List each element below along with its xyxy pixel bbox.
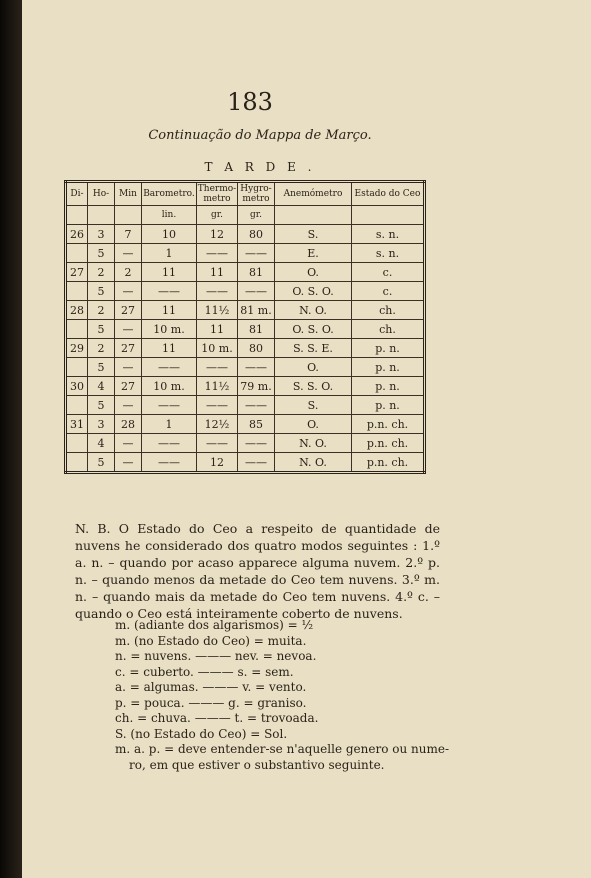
table-cell: — [115, 434, 142, 453]
unit-cell [88, 206, 115, 225]
table-cell: — [115, 396, 142, 415]
table-cell: 31 [66, 415, 88, 434]
table-cell: 2 [88, 339, 115, 358]
unit-cell [115, 206, 142, 225]
table-cell: —— [238, 396, 275, 415]
table-cell: 81 [238, 263, 275, 282]
table-cell: 81 [238, 320, 275, 339]
table-cell: S. [275, 396, 352, 415]
legend-line: m. (adiante dos algarismos) = ½ [115, 618, 314, 632]
legend-line: m. (no Estado do Ceo) = muita. [115, 633, 307, 648]
header-cell: Di- [66, 182, 88, 206]
table-cell: s. n. [352, 225, 425, 244]
table-cell: —— [197, 244, 238, 263]
legend-line: ch. = chuva. ——— t. = trovoada. [115, 711, 319, 725]
unit-cell: gr. [238, 206, 275, 225]
table-cell [66, 282, 88, 301]
table-cell: 1 [142, 244, 197, 263]
table-cell: 3 [88, 415, 115, 434]
table-cell: s. n. [352, 244, 425, 263]
table-cell: 2 [88, 263, 115, 282]
table-cell: O. [275, 263, 352, 282]
table-cell: 28 [66, 301, 88, 320]
table-cell: 26 [66, 225, 88, 244]
table-cell: 85 [238, 415, 275, 434]
table-row [66, 263, 425, 282]
table-cell: 5 [88, 244, 115, 263]
table-cell [66, 396, 88, 415]
header-cell: Hygro-metro [238, 182, 275, 206]
table-cell: 5 [88, 396, 115, 415]
table-cell: p. n. [352, 396, 425, 415]
table-cell: 27 [66, 263, 88, 282]
table-cell: —— [197, 434, 238, 453]
table-row [66, 434, 425, 453]
table-cell: —— [142, 434, 197, 453]
table-cell [66, 434, 88, 453]
table-cell: S. [275, 225, 352, 244]
table-cell: 29 [66, 339, 88, 358]
table-cell: 3 [88, 225, 115, 244]
table-cell: c. [352, 282, 425, 301]
page-number: 183 [227, 88, 273, 116]
table-row [66, 453, 425, 473]
table-cell [66, 244, 88, 263]
legend-line: ro, em que estiver o substantivo seguinte. [129, 757, 385, 772]
table-cell: —— [238, 453, 275, 473]
table-cell: —— [238, 244, 275, 263]
table-cell: p.n. ch. [352, 415, 425, 434]
table-row [66, 339, 425, 358]
unit-cell [66, 206, 88, 225]
table-row [66, 244, 425, 263]
unit-cell [352, 206, 425, 225]
table-cell: 5 [88, 453, 115, 473]
table-cell: N. O. [275, 434, 352, 453]
table-cell: 12½ [197, 415, 238, 434]
table-cell: — [115, 244, 142, 263]
table-cell: 10 m. [197, 339, 238, 358]
table-cell: —— [197, 396, 238, 415]
table-row [66, 415, 425, 434]
table-cell: 5 [88, 320, 115, 339]
table-cell: p. n. [352, 358, 425, 377]
table-cell: —— [142, 396, 197, 415]
table-cell: — [115, 358, 142, 377]
table-body [66, 225, 425, 473]
unit-cell: gr. [197, 206, 238, 225]
nota-bene-paragraph: N. B. O Estado do Ceo a respeito de quantidade de nuvens he considerado dos quatro modos seguintes : 1.º a. n. – quando por acaso apparece alguma nuvem. 2.º p. n. – quando menos da metade do Ceo tem nuvens. 3.º m. n. – quando mais da metade do Ceo tem nuvens. 4.º c. – quando o Ceo está inteiramente coberto de nuvens. [75, 521, 440, 621]
table-cell: —— [238, 282, 275, 301]
header-cell: Thermo-metro [197, 182, 238, 206]
table-cell [66, 320, 88, 339]
table-cell: 2 [115, 263, 142, 282]
table-cell: 12 [197, 225, 238, 244]
table-cell: 27 [115, 339, 142, 358]
weather-table [64, 180, 426, 474]
table-cell: c. [352, 263, 425, 282]
legend-line: p. = pouca. ——— g. = graniso. [115, 695, 307, 710]
table-row [66, 396, 425, 415]
table-cell: N. O. [275, 453, 352, 473]
table-cell: 4 [88, 377, 115, 396]
legend-line: S. (no Estado do Ceo) = Sol. [115, 726, 288, 741]
table-cell: E. [275, 244, 352, 263]
table-cell: 28 [115, 415, 142, 434]
table-cell: ch. [352, 320, 425, 339]
table-cell [66, 358, 88, 377]
header-cell: Ho- [88, 182, 115, 206]
table-cell: 11 [197, 263, 238, 282]
table-cell: 79 m. [238, 377, 275, 396]
table-cell: 27 [115, 301, 142, 320]
table-cell: 5 [88, 282, 115, 301]
table-row [66, 282, 425, 301]
table-cell: 11 [142, 263, 197, 282]
unit-cell: lin. [142, 206, 197, 225]
table-cell: p. n. [352, 377, 425, 396]
table-cell: p. n. [352, 339, 425, 358]
table-cell: p.n. ch. [352, 434, 425, 453]
table-row [66, 358, 425, 377]
legend-line: c. = cuberto. ——— s. = sem. [115, 664, 294, 679]
table-cell: —— [197, 282, 238, 301]
table-row [66, 320, 425, 339]
table-cell: —— [238, 434, 275, 453]
table-cell: 80 [238, 225, 275, 244]
table-cell: — [115, 282, 142, 301]
legend-line: m. a. p. = deve entender-se n'aquelle genero ou nume- [115, 742, 450, 756]
table-cell: 30 [66, 377, 88, 396]
table-cell: 11 [142, 339, 197, 358]
table-cell: 10 m. [142, 320, 197, 339]
table-cell [66, 453, 88, 473]
table-cell: 4 [88, 434, 115, 453]
unit-cell [275, 206, 352, 225]
table-row [66, 225, 425, 244]
table-cell: 11 [142, 301, 197, 320]
table-unit-row [66, 206, 425, 225]
header-cell: Anemómetro [275, 182, 352, 206]
table-cell: — [115, 453, 142, 473]
table-cell: — [115, 320, 142, 339]
table-row [66, 301, 425, 320]
table-cell: 10 m. [142, 377, 197, 396]
table-cell: ch. [352, 301, 425, 320]
table-cell: 81 m. [238, 301, 275, 320]
header-cell: Barometro. [142, 182, 197, 206]
table-cell: O. S. O. [275, 320, 352, 339]
table-cell: 11½ [197, 301, 238, 320]
table-cell: p.n. ch. [352, 453, 425, 473]
table-cell: 27 [115, 377, 142, 396]
table-header-row [66, 182, 425, 206]
table-cell: 11½ [197, 377, 238, 396]
legend-line: n. = nuvens. ——— nev. = nevoa. [115, 649, 317, 663]
table-cell: O. [275, 358, 352, 377]
table-cell: 1 [142, 415, 197, 434]
table-cell: 12 [197, 453, 238, 473]
header-cell: Estado do Ceo [352, 182, 425, 206]
legend-line: a. = algumas. ——— v. = vento. [115, 680, 307, 694]
table-cell: 11 [197, 320, 238, 339]
table-cell: 10 [142, 225, 197, 244]
table-cell: O. S. O. [275, 282, 352, 301]
header-cell: Min [115, 182, 142, 206]
table-cell: 5 [88, 358, 115, 377]
table-cell: —— [142, 282, 197, 301]
page-subtitle: T A R D E . [204, 160, 316, 174]
table-row [66, 377, 425, 396]
table-cell: 7 [115, 225, 142, 244]
table-cell: 80 [238, 339, 275, 358]
page-gutter-shadow [0, 0, 22, 878]
table-cell: —— [142, 453, 197, 473]
table-cell: S. S. E. [275, 339, 352, 358]
table-cell: —— [142, 358, 197, 377]
table-cell: —— [197, 358, 238, 377]
table-cell: S. S. O. [275, 377, 352, 396]
table-cell: —— [238, 358, 275, 377]
table-cell: O. [275, 415, 352, 434]
page-title: Continuação do Mappa de Março. [148, 128, 372, 143]
abbreviation-legend [115, 618, 455, 773]
table-cell: 2 [88, 301, 115, 320]
table-cell: N. O. [275, 301, 352, 320]
